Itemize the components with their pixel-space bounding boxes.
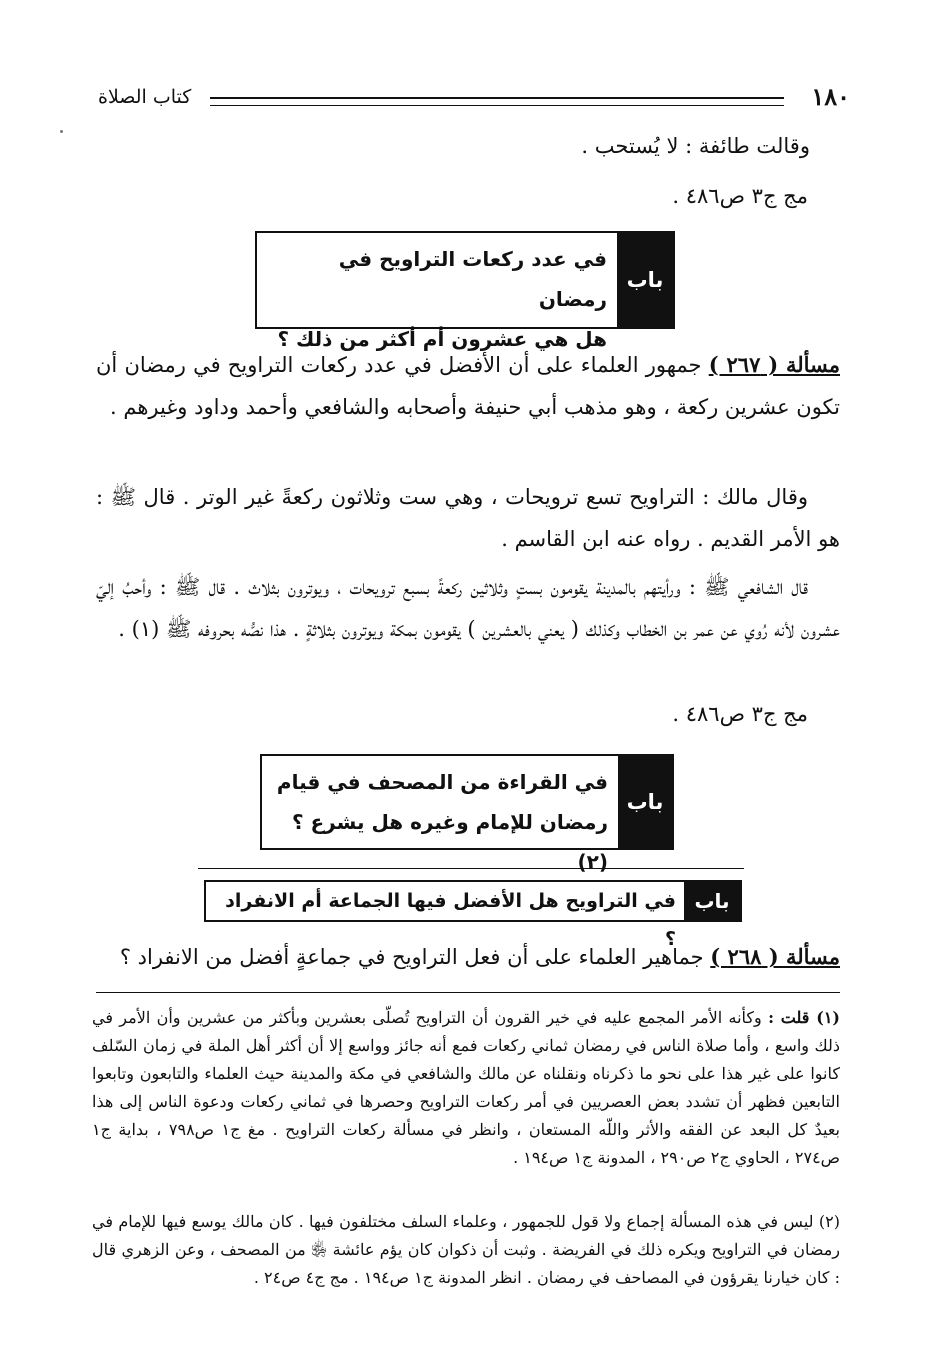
issue-label: مسألة ( ٢٦٧ ) [708,352,840,377]
reference-line: مج ج٣ ص٤٨٦ . [672,702,808,726]
chapter-title [257,233,617,351]
issue-text: جماهير العلماء على أن فعل التراويح في جماعةٍ أفضل من الانفراد ؟ [119,945,704,969]
issue-label: مسألة ( ٢٦٨ ) [710,944,840,969]
paragraph: وقال مالك : التراويح تسع ترويحات ، وهي ست وثلاثون ركعةً غير الوتر . قال ﷺ : هو الأمر القديم . رواه عنه ابن القاسم . [96,485,840,551]
chapter-tag: باب [618,756,672,848]
chapter-title-line: في عدد ركعات التراويح في رمضان [338,247,607,311]
issue-267-paragraph [96,344,840,428]
footnote-2: (٢) ليس في هذه المسألة إجماع ولا قول للجمهور ، وعلماء السلف مختلفون فيها . كان مالك يوسع فيها للإمام في رمضان في التراويح ويكره ذلك في الفريضة . وثبت أن ذكوان كان يؤم عائشة ﵂ من المصحف ، وعن الزهري قال : كان خيارنا يقرؤون في المصاحف في رمضان . انظر المدونة ج١ ص١٩٤ . مج ج٤ ص٢٤ . [92,1212,840,1287]
footnote-text: وكأنه الأمر المجمع عليه في خير القرون أن التراويح تُصلّى بعشرين وبأكثر من عشرين وأن الأمر في ذلك واسع ، وأما صلاة الناس في رمضان ثماني ركعات فمع أنه جائز وواسع إلا أن أكثر أهل الملة في زمان السّلف كانوا على غير هذا على نحو ما ذكرناه ونقلناه عن مالك والشافعي في مكة والمدينة حيث العلماء والتابعون وتابعوا التابعين فظهر أن تشدد بعض العصريين في أمر ركعات التراويح وحصرها في ثماني ركعات ودعوة الناس إلى هذا بعيدٌ كل البعد عن الفقه والأثر واللّه المستعان ، وانظر في مسألة ركعات التراويح . مغ ج١ ص٧٩٨ ، بداية ج١ ص٢٧٤ ، الحاوي ج٢ ص٢٩٠ ، المدونة ج١ ص١٩٤ . [92,1008,841,1167]
speck [60,130,63,133]
footnote-1 [92,1004,840,1172]
page-header [98,82,850,118]
header-rule [210,97,784,106]
intro-line: وقالت طائفة : لا يُستحب . [581,134,810,158]
issue-text: جمهور العلماء على أن الأفضل في عدد ركعات التراويح في رمضان أن تكون عشرين ركعة ، وهو مذهب أبي حنيفة وأصحابه والشافعي وأحمد وداود وغيرهم . [96,353,840,419]
chapter-title [262,756,618,874]
footnote-rule [96,992,840,993]
chapter-box-1 [255,231,675,351]
book-title: كتاب الصلاة [98,86,192,108]
chapter-tag: باب [617,233,673,327]
chapter-title: في التراويح هل الأفضل فيها الجماعة أم الانفراد ؟ [225,890,676,950]
reference-line: مج ج٣ ص٤٨٦ . [672,184,808,208]
paragraph: قال الشافعي ﷺ : ورأيتهم بالمدينة يقومون بستٍ وثلاثين ركعةً بسبع ترويحات ، ويوترون بثلاث . قال ﷺ : وأحبُ إليّ عشرون لأنه رُوي عن عمر بن الخطاب وكذلك ( يعني بالعشرين ) يقومون بمكة ويوترون بثلاثةٍ . هذا نصُّه بحروفه ﷺ (١) . [96,575,840,641]
chapter-title-line: في القراءة من المصحف في قيام [276,770,608,794]
page-number: ١٨٠ [811,82,850,111]
chapter-box-3 [204,880,742,950]
chapter-title-line: هل هي عشرون أم أكثر من ذلك ؟ [277,327,607,351]
issue-268-paragraph [96,936,840,978]
footnote-label: (١) قلت : [768,1008,840,1027]
chapter-box-2 [260,754,674,874]
chapter-title-line: رمضان للإمام وغيره هل يشرع ؟ (٢) [291,810,608,874]
chapter-tag: باب [684,882,740,920]
